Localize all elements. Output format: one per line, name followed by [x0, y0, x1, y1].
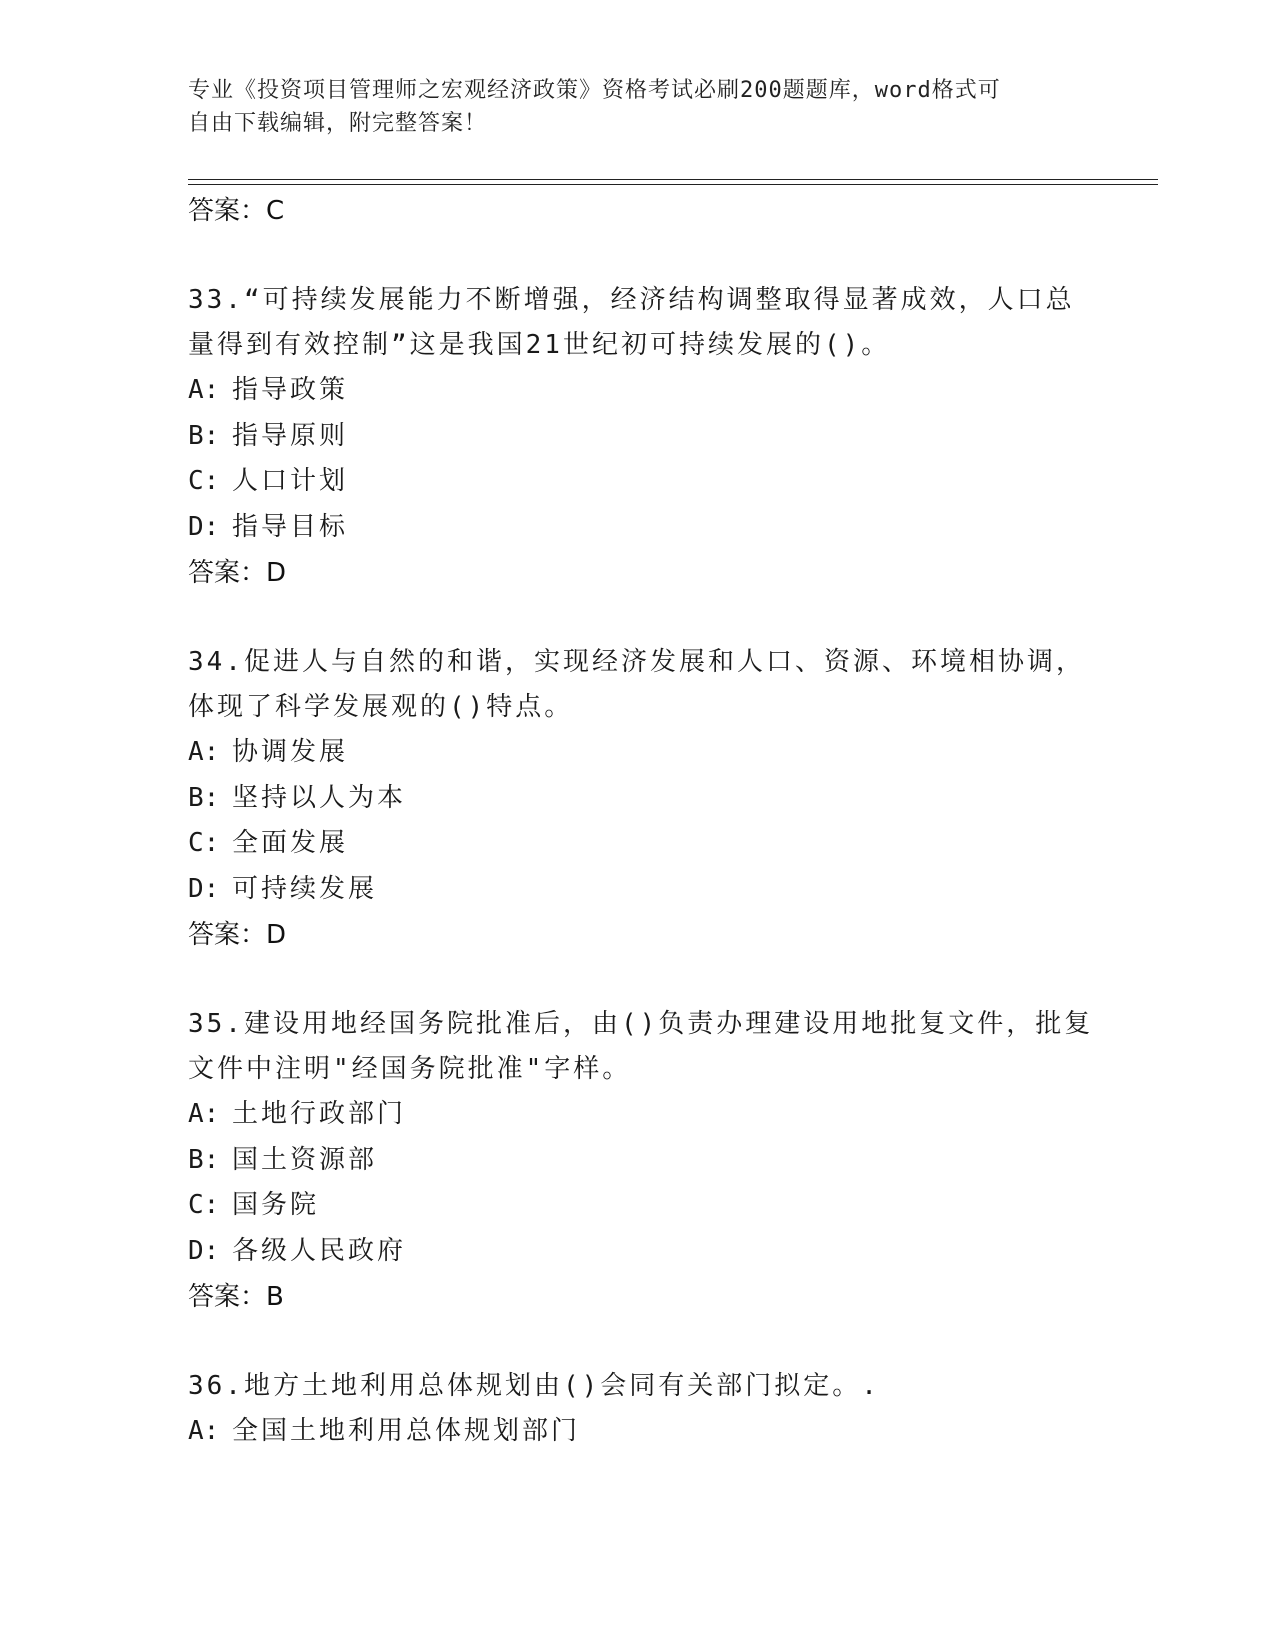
option-d [188, 505, 1088, 551]
option-key: A: [188, 737, 220, 767]
question-list [188, 188, 1094, 1455]
option-d [188, 1229, 1088, 1275]
option-text: 指导政策 [232, 375, 349, 405]
option-key: B: [188, 782, 220, 813]
question-text-line: 33.“可持续发展能力不断增强，经济结构调整取得显著成效，人口总 [188, 285, 1075, 315]
option-key: C: [188, 1190, 220, 1220]
option-key: B: [188, 420, 220, 451]
option-text: 国务院 [232, 1190, 320, 1220]
option-text: 全面发展 [232, 828, 349, 858]
option-key: C: [188, 466, 220, 496]
question-text-line: 量得到有效控制”这是我国21世纪初可持续发展的()。 [188, 330, 891, 360]
option-key: B: [188, 1144, 220, 1175]
option-c [188, 821, 1088, 867]
header-line-1: 专业《投资项目管理师之宏观经济政策》资格考试必刷200题题库，word格式可 [188, 78, 1001, 103]
option-key: D: [188, 873, 220, 904]
option-b [188, 1138, 1088, 1184]
option-key: A: [188, 375, 220, 405]
header-divider-bottom [188, 184, 1158, 185]
question-text-line: 35.建设用地经国务院批准后，由()负责办理建设用地批复文件，批复 [188, 1009, 1094, 1039]
option-d [188, 867, 1088, 913]
header-divider-top [188, 179, 1158, 180]
question-item [188, 1002, 1094, 1320]
option-a [188, 1409, 1088, 1455]
answer-line: 答案：B [188, 1282, 284, 1312]
option-key: C: [188, 828, 220, 858]
option-b [188, 414, 1088, 460]
option-key: D: [188, 511, 220, 542]
answer-line: 答案：D [188, 920, 287, 950]
question-item [188, 640, 1088, 958]
question-text [188, 1364, 1088, 1409]
option-text: 指导目标 [232, 511, 349, 542]
option-c [188, 459, 1088, 505]
question-text [188, 1002, 1094, 1092]
option-key: A: [188, 1416, 220, 1446]
option-a [188, 730, 1088, 776]
option-text: 人口计划 [232, 466, 349, 496]
question-item [188, 278, 1088, 596]
option-text: 国土资源部 [232, 1144, 378, 1175]
option-key: D: [188, 1235, 220, 1266]
option-text: 指导原则 [232, 420, 349, 451]
question-text-line: 36.地方土地利用总体规划由()会同有关部门拟定。. [188, 1371, 880, 1401]
header-line-2: 自由下载编辑，附完整答案！ [188, 111, 488, 136]
answer-line: 答案：D [188, 558, 287, 588]
question-text-line: 体现了科学发展观的()特点。 [188, 692, 574, 722]
option-text: 坚持以人为本 [232, 782, 407, 813]
question-text-line: 文件中注明"经国务院批准"字样。 [188, 1054, 632, 1084]
question-item [188, 1364, 1088, 1455]
option-b [188, 776, 1088, 822]
option-key: A: [188, 1099, 220, 1129]
question-text [188, 278, 1088, 368]
option-text: 全国土地利用总体规划部门 [232, 1416, 581, 1446]
question-text [188, 640, 1088, 730]
option-text: 协调发展 [232, 737, 349, 767]
option-text: 各级人民政府 [232, 1235, 407, 1266]
option-a [188, 1092, 1088, 1138]
answer-line: 答案：C [188, 196, 285, 226]
option-a [188, 368, 1088, 414]
option-c [188, 1183, 1088, 1229]
page-header [188, 74, 1088, 140]
option-text: 土地行政部门 [232, 1099, 407, 1129]
question-text-line: 34.促进人与自然的和谐，实现经济发展和人口、资源、环境相协调， [188, 647, 1085, 677]
option-text: 可持续发展 [232, 873, 378, 904]
